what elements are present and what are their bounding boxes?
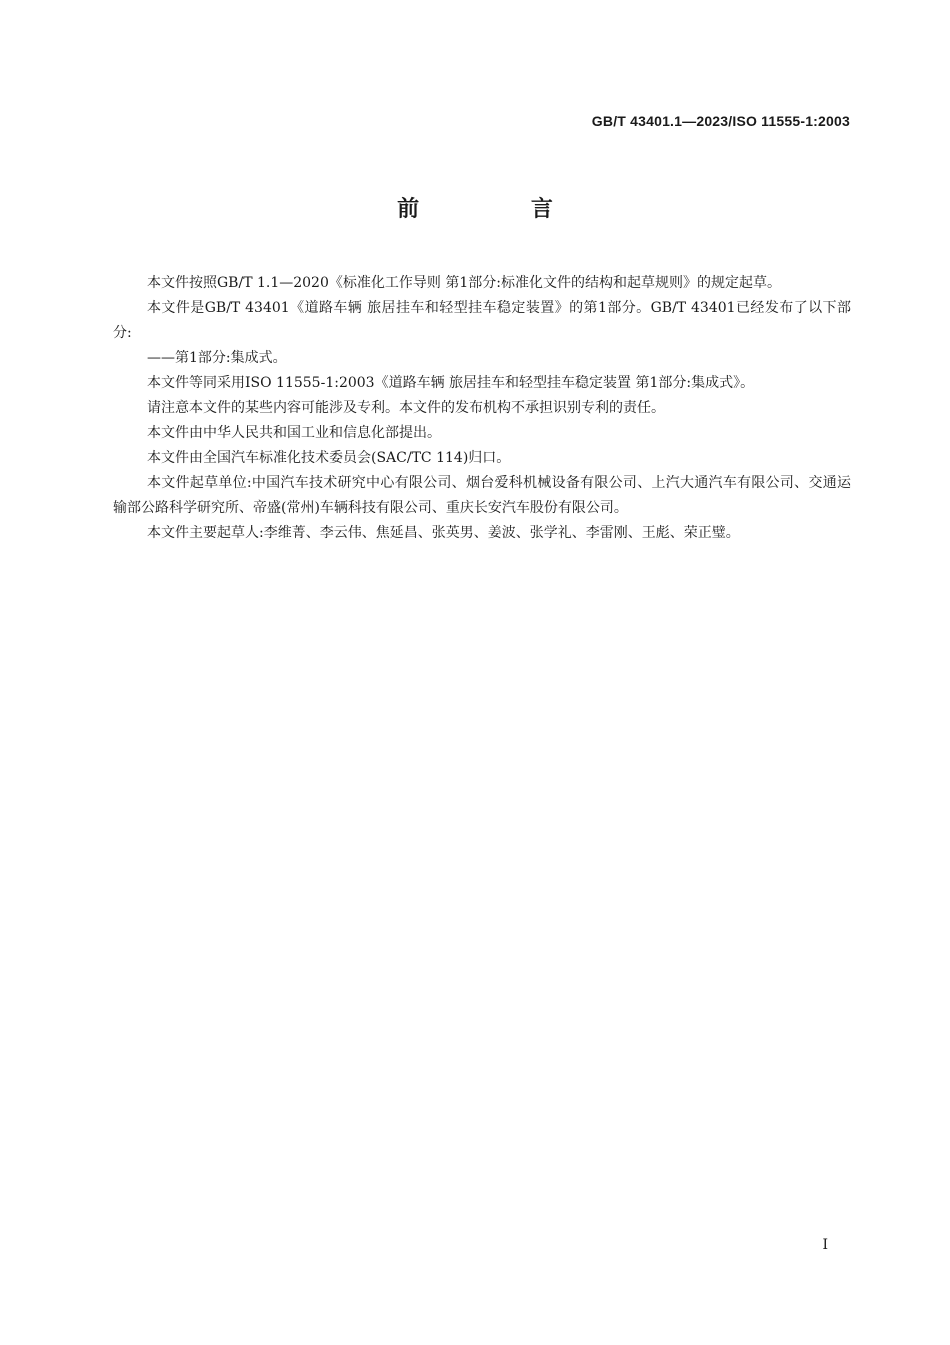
paragraph-drafting-units: 本文件起草单位:中国汽车技术研究中心有限公司、烟台爱科机械设备有限公司、上汽大通汽车有限公司、交通运输部公路科学研究所、帝盛(常州)车辆科技有限公司、重庆长安汽车股份有限公司。: [113, 475, 851, 516]
paragraph-part-list-item: ——第1部分:集成式。: [147, 350, 287, 366]
paragraph-patent-notice: 请注意本文件的某些内容可能涉及专利。本文件的发布机构不承担识别专利的责任。: [147, 400, 665, 416]
paragraph-iso-adoption: 本文件等同采用ISO 11555-1:2003《道路车辆 旅居挂车和轻型挂车稳定装置 第1部分:集成式》。: [147, 375, 755, 391]
paragraph-series-info: 本文件是GB/T 43401《道路车辆 旅居挂车和轻型挂车稳定装置》的第1部分。GB/T 43401已经发布了以下部分:: [113, 300, 851, 341]
paragraph-drafting-rules: 本文件按照GB/T 1.1—2020《标准化工作导则 第1部分:标准化文件的结构和起草规则》的规定起草。: [147, 275, 781, 291]
page-number: I: [822, 1237, 828, 1253]
standard-code: GB/T 43401.1—2023/ISO 11555-1:2003: [591, 113, 850, 129]
page-title: 前 言: [397, 197, 605, 222]
paragraph-proposer: 本文件由中华人民共和国工业和信息化部提出。: [147, 425, 441, 441]
foreword-body: [113, 271, 851, 546]
paragraph-drafters: 本文件主要起草人:李维菁、李云伟、焦延昌、张英男、姜波、张学礼、李雷刚、王彪、荣正璧。: [147, 525, 740, 541]
paragraph-committee: 本文件由全国汽车标准化技术委员会(SAC/TC 114)归口。: [147, 450, 511, 466]
